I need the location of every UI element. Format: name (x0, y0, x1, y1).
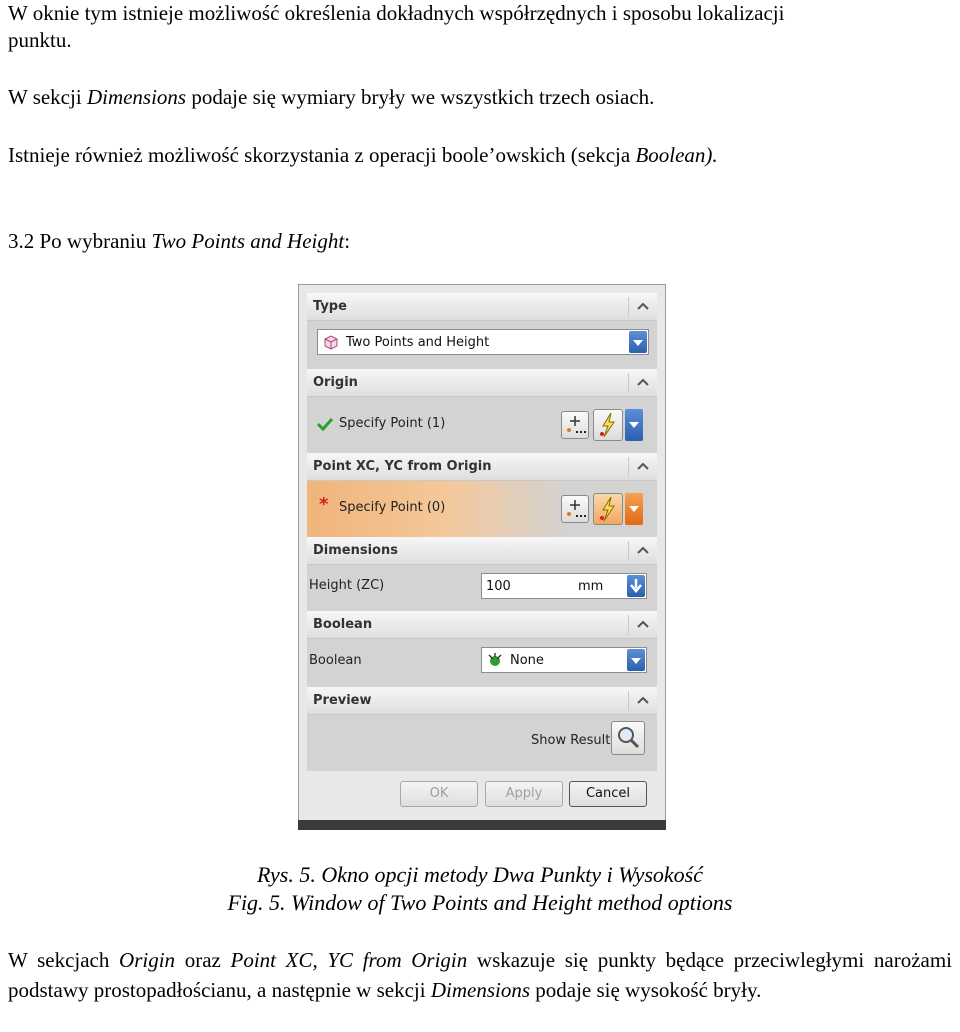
type-dropdown-button[interactable] (629, 331, 647, 353)
section-heading (8, 228, 350, 255)
point-constructor-icon (562, 496, 588, 522)
dimensions-section-header[interactable] (307, 537, 657, 565)
header-divider (628, 541, 629, 561)
paragraph-2 (8, 84, 654, 111)
point-dialog-button[interactable] (561, 411, 589, 439)
boolean-section-body (307, 639, 657, 687)
paragraph-1-line-2: punktu. (8, 28, 72, 52)
chevron-up-icon[interactable] (637, 618, 649, 630)
header-divider (628, 457, 629, 477)
final-emphasis-2: Point XC, YC from Origin (230, 948, 468, 972)
origin-specify-point[interactable]: Specify Point (1) (339, 416, 446, 431)
type-header-label: Type (313, 299, 347, 314)
paragraph-3 (8, 142, 718, 169)
p2-text-end: podaje się wymiary bryły we wszystkich trzech osiach. (186, 85, 655, 109)
heading-colon: : (344, 229, 351, 253)
cancel-button[interactable]: Cancel (569, 781, 647, 807)
expression-menu-button[interactable] (627, 575, 645, 597)
point2-section-header[interactable] (307, 453, 657, 481)
block-icon (322, 334, 340, 350)
preview-section-body (307, 715, 657, 771)
height-label: Height (ZC) (309, 578, 385, 593)
type-combo-value: Two Points and Height (346, 335, 490, 350)
boolean-label: Boolean (309, 653, 362, 668)
final-emphasis-3: Dimensions (430, 978, 530, 1002)
origin-section-header[interactable] (307, 369, 657, 397)
required-asterisk-icon: * (319, 494, 329, 515)
type-section-header[interactable] (307, 293, 657, 321)
show-result-button[interactable] (611, 721, 645, 755)
boolean-none-icon (486, 652, 506, 668)
check-icon (317, 417, 333, 431)
arrow-down-icon (627, 575, 645, 597)
paragraph-1-line-1: W oknie tym istnieje możliwość określenia dokładnych współrzędnych i sposobu lokalizacji (8, 1, 785, 25)
chevron-up-icon[interactable] (637, 300, 649, 312)
chevron-up-icon[interactable] (637, 694, 649, 706)
chevron-up-icon[interactable] (637, 544, 649, 556)
header-divider (628, 691, 629, 711)
point-dialog-button[interactable] (561, 495, 589, 523)
dimensions-header-label: Dimensions (313, 543, 398, 558)
final-emphasis-1: Origin (119, 948, 176, 972)
height-value[interactable]: 100 (486, 579, 511, 594)
p2-text: W sekcji (8, 85, 87, 109)
type-section-body (307, 321, 657, 369)
inferred-point-button[interactable] (593, 493, 623, 525)
origin-point-dropdown[interactable] (625, 409, 643, 441)
point2-header-label: Point XC, YC from Origin (313, 459, 492, 474)
boolean-combo[interactable] (481, 647, 647, 673)
apply-button[interactable]: Apply (485, 781, 563, 807)
point-constructor-icon (562, 412, 588, 438)
chevron-up-icon[interactable] (637, 376, 649, 388)
preview-section-header[interactable] (307, 687, 657, 715)
height-input[interactable] (481, 573, 647, 599)
magnifier-icon (612, 722, 644, 754)
boolean-value: None (510, 653, 544, 668)
final-text-3: wskazuje się punkty będące przeciwległymi narożami podstawy prostopadłościanu, a następnie w sekcji (8, 948, 953, 1002)
boolean-section-header[interactable] (307, 611, 657, 639)
boolean-dropdown-button[interactable] (627, 649, 645, 671)
header-divider (628, 615, 629, 635)
header-divider (628, 297, 629, 317)
origin-header-label: Origin (313, 375, 358, 390)
final-text-1: W sekcjach (8, 948, 120, 972)
lightning-icon (594, 410, 622, 440)
boolean-header-label: Boolean (313, 617, 373, 632)
dimensions-section-body (307, 565, 657, 611)
p3-emphasis: Boolean). (635, 143, 718, 167)
block-dialog (298, 284, 666, 830)
caption-polish: Rys. 5. Okno opcji metody Dwa Punkty i Wysokość (256, 862, 703, 887)
show-result-label: Show Result (531, 733, 611, 748)
caption-english: Fig. 5. Window of Two Points and Height method options (227, 890, 733, 915)
heading-text: 3.2 Po wybraniu (8, 229, 152, 253)
preview-header-label: Preview (313, 693, 372, 708)
final-text-2: oraz (175, 948, 231, 972)
type-combo[interactable] (317, 329, 649, 355)
final-paragraph (8, 945, 952, 1005)
final-text-4: podaje się wysokość bryły. (530, 978, 762, 1002)
lightning-icon (594, 494, 622, 524)
point2-dropdown[interactable] (625, 493, 643, 525)
point2-specify-point[interactable]: Specify Point (0) (339, 500, 446, 515)
header-divider (628, 373, 629, 393)
ok-button[interactable]: OK (400, 781, 478, 807)
height-unit: mm (578, 579, 604, 594)
point2-section-body (307, 481, 657, 537)
heading-emphasis: Two Points and Height (151, 229, 345, 253)
p3-text: Istnieje również możliwość skorzystania z operacji boole’owskich (sekcja (8, 143, 636, 167)
chevron-up-icon[interactable] (637, 460, 649, 472)
p2-emphasis: Dimensions (86, 85, 187, 109)
origin-section-body (307, 397, 657, 453)
dialog-bottom-edge (298, 820, 666, 830)
inferred-point-button[interactable] (593, 409, 623, 441)
